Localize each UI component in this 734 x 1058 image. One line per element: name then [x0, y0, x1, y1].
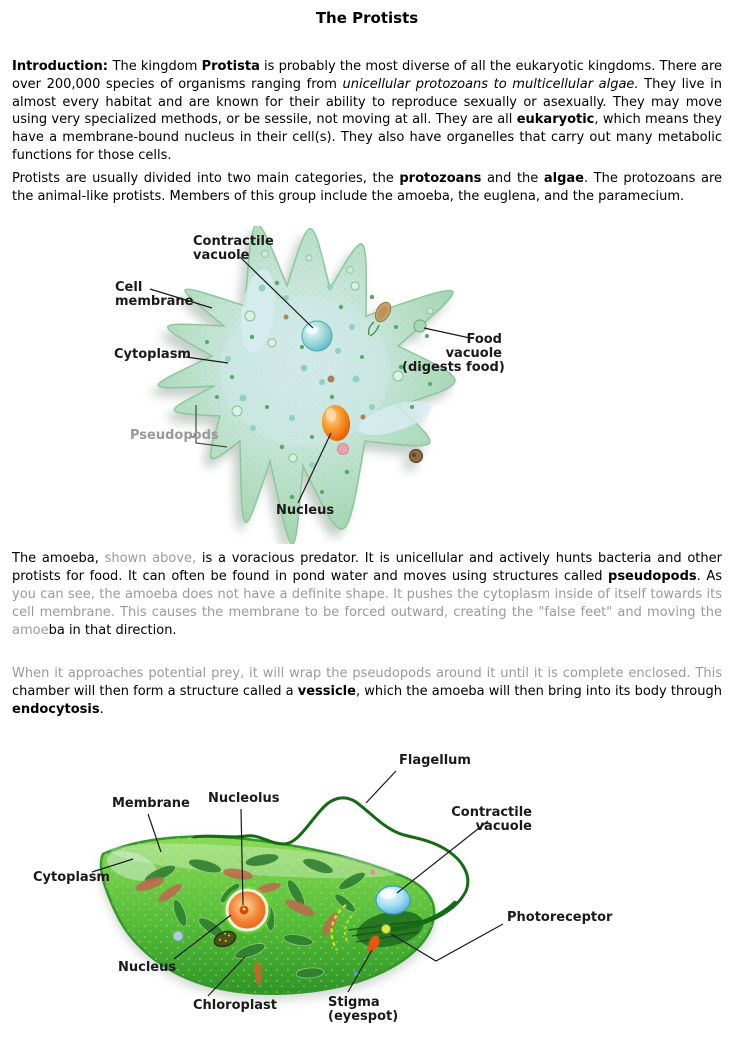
amoeba-illustration	[0, 226, 734, 544]
text-segment: is a voracious predator. It is unicellular and actively hunts bacteria and other protists for food. It can often be found in pond water and moves using structures called	[12, 551, 722, 585]
paragraph-prey	[12, 665, 722, 718]
text-segment: When it approaches potential prey, it will wrap the pseudopods around it until it is complete enclosed. This	[12, 666, 722, 682]
text-segment: you can see, the amoeba does not have a definite shape. It pushes the cytoplasm inside of itself towards its cell membrane. This causes the membrane to be forced outward, creating the "false feet" and moving the amoe	[12, 586, 722, 638]
label-line: vacuole	[475, 818, 532, 834]
text-segment: They live in almost every habitat and are known for their ability to reproduce sexually or asexually. They may move using very specialized methods, or be sessile, not moving at all. They are all	[12, 76, 722, 128]
text-segment: eukaryotic	[516, 112, 595, 128]
label-contractile-vacuole	[447, 806, 532, 834]
text-segment: Protista	[201, 59, 260, 74]
text-segment: unicellular protozoans to multicellular algae.	[342, 76, 639, 92]
text-segment: .	[99, 701, 104, 717]
text-segment: Protists are usually divided into two main categories, the	[12, 170, 400, 186]
text-segment: and the	[481, 170, 544, 186]
label-cytoplasm: Cytoplasm	[114, 347, 191, 363]
label-line: Food	[466, 332, 502, 348]
label-stigma	[328, 996, 398, 1024]
amoeba-figure	[0, 226, 734, 544]
label-nucleolus: Nucleolus	[208, 790, 280, 806]
label-nucleus: Nucleus	[276, 503, 335, 519]
label-line: Cell	[115, 280, 143, 296]
label-line: Contractile	[451, 804, 532, 820]
label-pseudopods: Pseudopods	[130, 428, 219, 444]
text-segment: The amoeba,	[12, 551, 105, 567]
euglena-illustration	[0, 743, 734, 1038]
text-segment: algae	[543, 170, 584, 186]
label-cytoplasm: Cytoplasm	[33, 869, 110, 885]
label-food-vacuole	[402, 332, 505, 376]
text-segment: ba in that direction.	[48, 622, 177, 638]
text-segment: protozoans	[399, 170, 482, 186]
label-line: (digests food)	[402, 360, 505, 376]
label-flagellum: Flagellum	[399, 752, 471, 768]
euglena-figure	[0, 743, 734, 1038]
text-segment: . As	[696, 569, 722, 585]
label-line: Contractile	[193, 234, 274, 250]
text-segment: Introduction:	[12, 59, 113, 74]
label-chloroplast: Chloroplast	[193, 997, 278, 1013]
text-segment: shown above,	[104, 551, 197, 567]
text-segment: pseudopods	[608, 569, 697, 585]
paragraph-intro	[12, 58, 722, 165]
text-segment: The kingdom	[112, 59, 202, 74]
label-photoreceptor: Photoreceptor	[507, 909, 613, 925]
label-membrane: Membrane	[112, 795, 190, 811]
text-segment: endocytosis	[12, 701, 100, 717]
text-segment: vessicle	[297, 684, 356, 700]
amoeba-food-vacuole	[414, 320, 426, 332]
label-line: Stigma	[328, 994, 380, 1010]
text-segment: chamber will then form a structure called a	[12, 684, 298, 700]
text-segment: , which the amoeba will then bring into its body through	[355, 684, 722, 700]
euglena-photoreceptor	[382, 924, 391, 933]
label-cell-membrane	[115, 281, 193, 309]
page-title: The Protists	[315, 9, 419, 27]
text-segment: is probably the most diverse of all the eukaryotic kingdoms. There are over 200,000 species of organisms ranging from	[12, 59, 722, 92]
label-contractile-vacuole	[193, 235, 274, 263]
label-line: (eyespot)	[328, 1008, 399, 1024]
amoeba-contractile-vacuole	[302, 321, 332, 351]
text-segment: , which means they have a membrane-bound nucleus in their cell(s). They also have organelles that carry out many metabolic functions for those cells.	[12, 112, 722, 163]
label-line: membrane	[115, 294, 194, 310]
label-line: vacuole	[445, 346, 502, 362]
label-nucleus: Nucleus	[118, 959, 177, 975]
paragraph-categories	[12, 170, 722, 206]
paragraph-amoeba	[12, 550, 722, 639]
text-segment: . The protozoans are the animal-like protists. Members of this group include the amoeba, the euglena, and the paramecium.	[12, 170, 722, 204]
label-line: vacuole	[193, 248, 250, 264]
